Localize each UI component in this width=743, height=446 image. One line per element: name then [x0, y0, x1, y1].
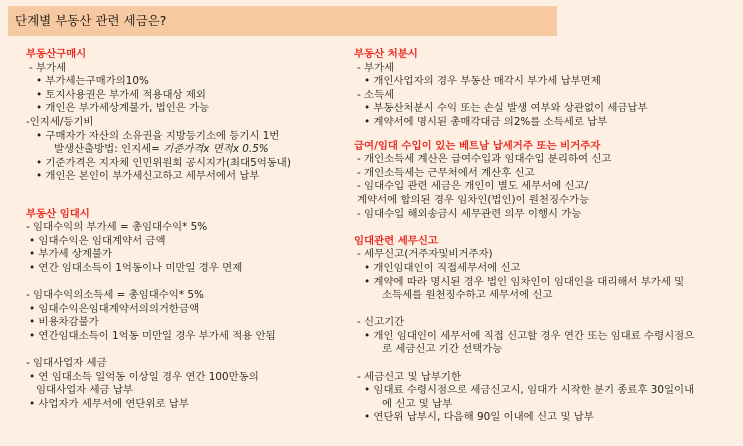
text-line: • 구매자가 자산의 소유권을 지방등기소에 등기시 1번: [36, 129, 280, 142]
text-line: - 임대수익의 부가세 = 총임대수익* 5%: [26, 221, 208, 234]
text-line: - 개인소득세는 근무처에서 계산후 신고: [357, 166, 535, 179]
text-line: • 개인은 부가세상계불가, 법인은 가능: [36, 102, 210, 115]
left-column: [26, 48, 291, 411]
section-tax-filing: [354, 235, 694, 425]
text-line: • 계약에 따라 명시된 경우 법인 임차인이 임대인을 대리해서 부가세 및: [364, 275, 685, 288]
text-line: • 연간임대소득이 1억동 미만일 경우 부가세 적용 안됨: [29, 329, 276, 342]
text-line: - 개인소득세 계산은 급여수입과 임대수입 분리하여 신고: [357, 153, 612, 166]
section-heading: 급여/임대 수입이 있는 베트남 납세거주 또는 비거주자: [354, 139, 601, 152]
text-line: • 연 임대소득 일억동 이상일 경우 연간 100만동의: [29, 370, 259, 383]
text-line: - 소득세: [357, 88, 395, 101]
text-line: • 임대수익은 임대계약서 금액: [29, 234, 166, 247]
text-line: - 세무신고(거주자및비거주자): [357, 248, 493, 261]
section-heading: 부동산 처분시: [354, 48, 418, 60]
text-line: 계약서에 합의된 경우 임차인(법인)이 원천징수가능: [357, 193, 590, 206]
page-title: 단계별 부동산 관련 세금은?: [8, 6, 557, 36]
text-line: • 연간 임대소득이 1억동이나 미만일 경우 면제: [29, 261, 243, 274]
section-heading: 부동산구매시: [26, 48, 87, 60]
formula-label: 발생산출방법: 인지세=: [54, 143, 164, 156]
text-line: - 부가세: [357, 61, 395, 74]
text-line: • 개인은 본인이 부가세신고하고 세무서에서 납부: [36, 170, 260, 183]
text-line: • 비용차감불가: [29, 316, 99, 329]
text-line: • 부가세는구매가의10%: [36, 75, 149, 88]
text-line: - 임대수입 해외송금시 세무관련 의무 이행시 가능: [357, 207, 582, 220]
text-line: 임대사업자 세금 납부: [36, 384, 133, 397]
text-line: • 개인 임대인이 세무서에 직접 신고할 경우 연간 또는 임대료 수령시점으: [364, 329, 695, 342]
text-line: - 신고기간: [357, 316, 405, 329]
text-line: - 세금신고 및 납부기한: [357, 370, 461, 383]
text-line: - 임대수익의소득세 = 총임대수익* 5%: [26, 289, 204, 302]
text-line: • 부가세 상계불가: [29, 248, 112, 261]
text-line: [26, 143, 291, 157]
text-line: 에 신고 및 납부: [382, 397, 453, 410]
text-line: • 연단위 납부시, 다음해 90일 이내에 신고 및 납부: [364, 411, 594, 424]
text-line: - 임대사업자 세금: [26, 357, 107, 370]
text-line: • 임대수익은임대계약서의의거한금액: [29, 302, 200, 315]
text-line: - 임대수입 관련 세금은 개인이 별도 세무서에 신고/: [357, 180, 589, 193]
section-purchase: [26, 48, 291, 184]
section-heading: 부동산 임대시: [26, 207, 90, 220]
text-line: 로 세금신고 기간 선택가능: [382, 343, 503, 356]
section-heading: 임대관련 세무신고: [354, 234, 438, 247]
text-line: • 개인사업자의 경우 부동산 매각시 부가세 납부면제: [364, 75, 601, 88]
text-line: • 토지사용권은 부가세 적용대상 제외: [36, 88, 206, 101]
text-line: • 사업자가 세무서에 연단위로 납부: [29, 397, 189, 410]
right-column: [354, 48, 694, 425]
formula-value: 기준가격x 면적x 0.5%: [163, 143, 269, 156]
text-line: • 개인임대인이 직접세무서에 신고: [364, 261, 521, 274]
text-line: • 임대료 수령시점으로 세금신고시, 임대가 시작한 분기 종료후 30일이내: [364, 384, 695, 397]
text-line: 소득세를 원천징수하고 세무서에 신고: [382, 289, 553, 302]
section-disposal: [354, 48, 694, 130]
text-line: - 부가세: [29, 61, 67, 74]
text-line: • 부동산처분시 수익 또는 손실 발생 여부와 상관없이 세금납부: [364, 102, 648, 115]
text-line: • 계약서에 명시된 총매각대금 의2%를 소득세로 납부: [364, 115, 608, 128]
text-line: -인지세/등기비: [26, 115, 94, 128]
section-resident-tax: [354, 140, 694, 222]
text-line: • 기준가격은 지자체 인민위원회 공시지가(최대5억동내): [36, 156, 291, 169]
section-rental: [26, 208, 291, 412]
